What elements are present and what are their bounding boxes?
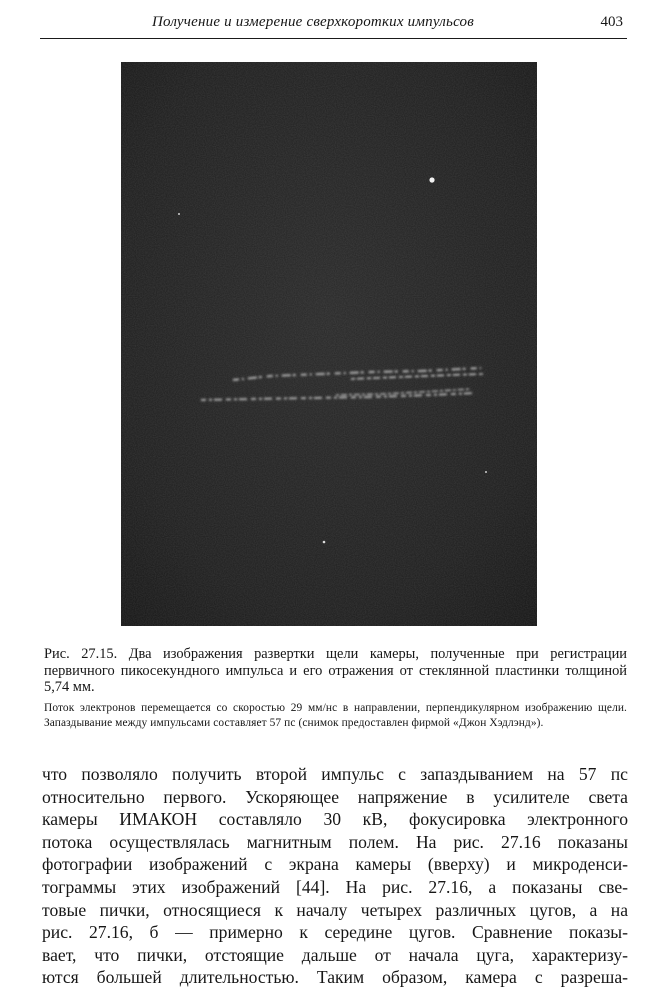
body-line: потока осуществлялась магнитным полем. На рис. 27.16 показаны [42,831,628,852]
body-line: ются большей длительностью. Таким образом, камера с разреша- [42,967,628,988]
body-paragraph [42,763,628,989]
body-line: фотографии изображений с экрана камеры (вверху) и микроденси- [42,854,628,875]
body-line: тограммы этих изображений [44]. На рис. 27.16, а показаны све- [42,876,628,897]
body-line: относительно первого. Ускоряющее напряжение в усилителе света [42,786,628,807]
page-number: 403 [600,14,623,30]
small-speck [178,213,180,215]
small-speck [323,541,326,544]
streak-camera-photo [121,62,537,626]
running-title: Получение и измерение сверхкоротких импульсов [152,14,474,30]
figure-caption-note: Поток электронов перемещается со скоростью 29 мм/нс в направлении, перпендикулярном изображению щели. Запаздывание между импульсами составляет 57 пс (снимок предоставлен фирмой «Джон Хэдлэнд»). [44,702,627,729]
photo-graphic [121,62,537,626]
body-line: вает, что пички, отстоящие дальше от начала цуга, характеризу- [42,944,628,965]
body-line: товые пички, относящиеся к началу четырех различных цугов, а на [42,899,628,920]
body-line: камеры ИМАКОН составляло 30 кВ, фокусировка электронного [42,809,628,830]
running-header [40,12,627,39]
small-speck [485,471,487,473]
body-line: рис. 27.16, б — примерно к середине цугов. Сравнение показы- [42,922,628,943]
figure-caption: Рис. 27.15. Два изображения развертки щели камеры, полученные при регистрации первичного пикосекундного импульса и его отражения от стеклянной пластинки толщиной 5,74 мм. [44,646,627,695]
bright-speck [429,177,434,182]
film-grain [121,62,537,626]
body-line: что позволяло получить второй импульс с запаздыванием на 57 пс [42,764,628,784]
